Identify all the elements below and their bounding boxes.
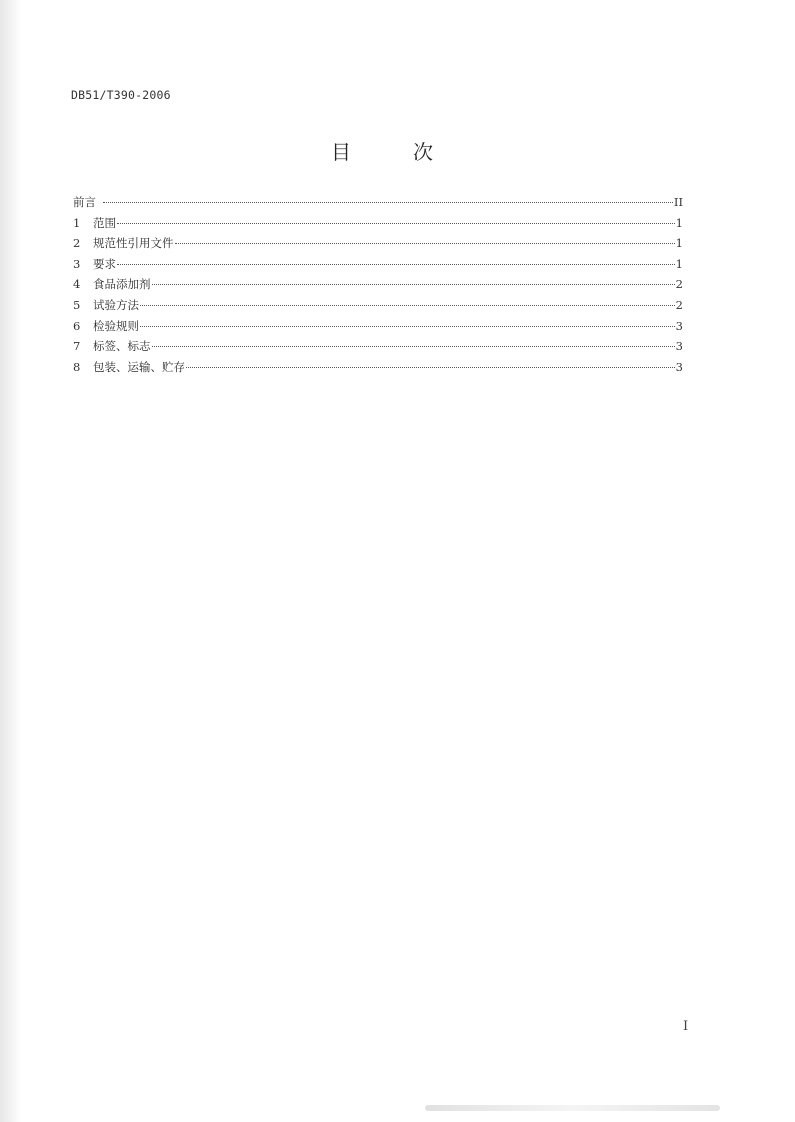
- toc-leader-dots: [103, 201, 673, 203]
- toc-entry[interactable]: [73, 213, 683, 234]
- toc-entry-label: 要求: [93, 256, 116, 271]
- toc-entry[interactable]: [73, 357, 683, 378]
- toc-leader-dots: [117, 263, 675, 265]
- toc-entry-number: 5: [73, 297, 81, 312]
- toc-entry-label: 试验方法: [93, 297, 139, 312]
- toc-entry-number: 4: [73, 277, 81, 292]
- page-number: I: [683, 1019, 689, 1034]
- toc-entry-page: 1: [675, 215, 683, 230]
- toc-entry-number: 6: [73, 318, 81, 333]
- toc-entry-page: 3: [675, 339, 683, 354]
- toc-entry-page: 1: [675, 256, 683, 271]
- toc-entry-number: 1: [73, 215, 81, 230]
- toc-title: 目次: [331, 140, 495, 164]
- toc-entry[interactable]: [73, 274, 683, 295]
- scan-edge-shadow: [0, 0, 22, 1122]
- toc-entry-page: II: [673, 195, 683, 209]
- toc-entry-page: 1: [675, 236, 683, 251]
- toc-leader-dots: [117, 222, 675, 224]
- toc-entry-label: 检验规则: [93, 318, 139, 333]
- toc-entry-label: 包装、运输、贮存: [93, 359, 185, 374]
- toc-entry-page: 2: [675, 297, 683, 312]
- toc-entry-preface[interactable]: [73, 192, 683, 213]
- toc-entry[interactable]: [73, 295, 683, 316]
- toc-entry-number: 2: [73, 236, 81, 251]
- toc-entry-label: 规范性引用文件: [93, 236, 174, 251]
- toc-leader-dots: [175, 242, 675, 244]
- toc-entry-number: 7: [73, 339, 81, 354]
- toc-entry[interactable]: [73, 336, 683, 357]
- toc-entry-page: 3: [675, 318, 683, 333]
- toc-entry[interactable]: [73, 316, 683, 337]
- toc-leader-dots: [152, 283, 675, 285]
- toc-leader-dots: [186, 366, 675, 368]
- toc-entry-label: 标签、标志: [93, 339, 151, 354]
- toc-entry-label: 前言: [73, 195, 96, 209]
- toc-entry-label: 食品添加剂: [93, 277, 151, 292]
- toc-entry-number: 3: [73, 256, 81, 271]
- scan-smudge: [425, 1105, 720, 1111]
- toc-entry-label: 范围: [93, 215, 116, 230]
- toc-leader-dots: [140, 325, 675, 327]
- toc-entry[interactable]: [73, 233, 683, 254]
- toc-entry-number: 8: [73, 359, 81, 374]
- table-of-contents: [73, 192, 683, 377]
- toc-entry[interactable]: [73, 254, 683, 275]
- toc-leader-dots: [152, 345, 675, 347]
- toc-leader-dots: [140, 304, 675, 306]
- toc-entry-page: 2: [675, 277, 683, 292]
- document-code: DB51/T390-2006: [71, 88, 171, 102]
- toc-entry-page: 3: [675, 359, 683, 374]
